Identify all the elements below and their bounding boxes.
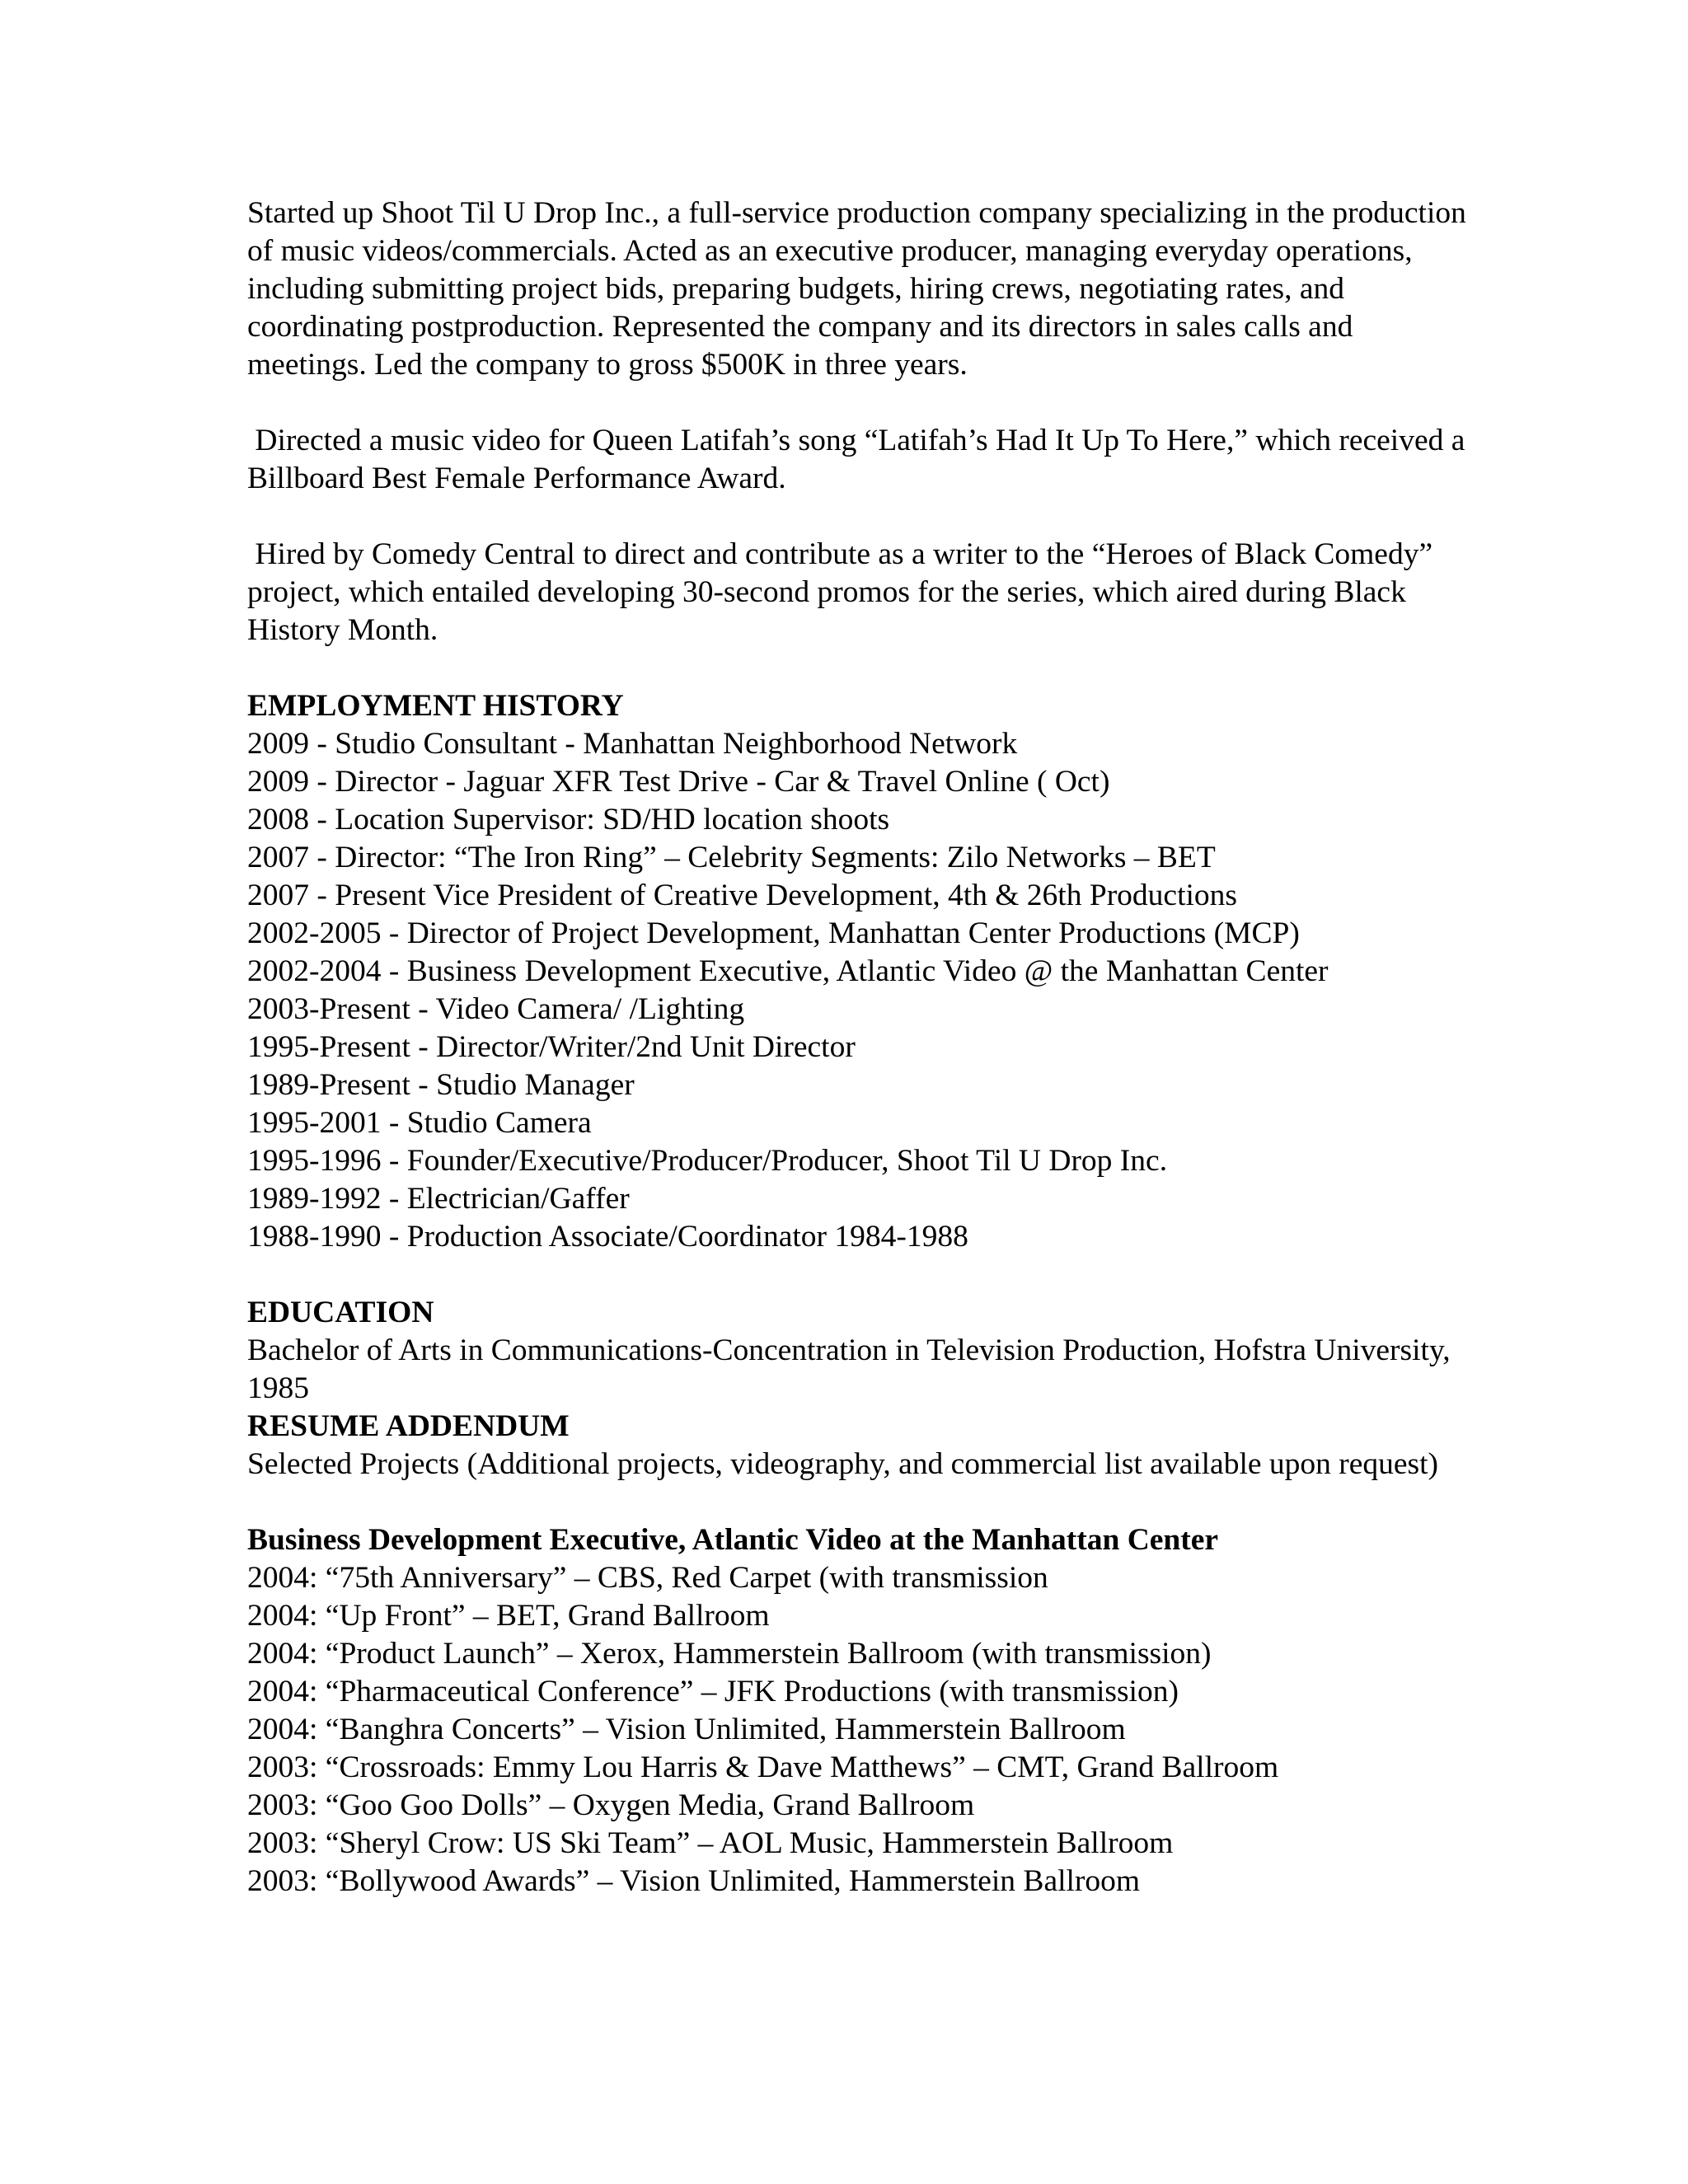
addendum-section <box>247 1408 1467 1483</box>
employment-entry: 1989-1992 - Electrician/Gaffer <box>247 1182 630 1216</box>
project-entry: 2003: “Goo Goo Dolls” – Oxygen Media, Grand Ballroom <box>247 1788 975 1822</box>
employment-entry: 1988-1990 - Production Associate/Coordinator 1984-1988 <box>247 1220 968 1254</box>
intro-paragraph: Hired by Comedy Central to direct and contribute as a writer to the “Heroes of Black Comedy” project, which entailed developing 30-second promos for the series, which aired during Black History Month. <box>247 537 1433 647</box>
education-degree: Bachelor of Arts in Communications-Concentration in Television Production, Hofstra University, 1985 <box>247 1333 1451 1405</box>
education-heading: EDUCATION <box>247 1296 434 1329</box>
employment-entry: 2009 - Director - Jaguar XFR Test Drive - Car & Travel Online ( Oct) <box>247 765 1110 799</box>
project-entry: 2004: “Banghra Concerts” – Vision Unlimited, Hammerstein Ballroom <box>247 1713 1126 1746</box>
employment-entry: 2002-2005 - Director of Project Development, Manhattan Center Productions (MCP) <box>247 916 1300 950</box>
intro-paragraph: Started up Shoot Til U Drop Inc., a full-service production company specializing in the production of music videos/commercials. Acted as an executive producer, managing everyday operations, including submitting project bids, preparing budgets, hiring crews, negotiating rates, and coordinating postproduction. Represented the company and its directors in sales calls and meetings. Led the company to gross $500K in three years. <box>247 196 1466 382</box>
education-section <box>247 1294 1467 1408</box>
employment-heading: EMPLOYMENT HISTORY <box>247 689 624 723</box>
project-entry: 2004: “75th Anniversary” – CBS, Red Carpet (with transmission <box>247 1561 1048 1595</box>
addendum-heading: RESUME ADDENDUM <box>247 1409 570 1443</box>
employment-section <box>247 687 1467 1256</box>
projects-section <box>247 1521 1467 1900</box>
employment-entry: 1995-1996 - Founder/Executive/Producer/Producer, Shoot Til U Drop Inc. <box>247 1144 1168 1178</box>
project-entry: 2003: “Bollywood Awards” – Vision Unlimited, Hammerstein Ballroom <box>247 1864 1141 1898</box>
intro-paragraph: Directed a music video for Queen Latifah’s song “Latifah’s Had It Up To Here,” which received a Billboard Best Female Performance Award. <box>247 424 1465 495</box>
employment-entry: 1989-Present - Studio Manager <box>247 1068 635 1102</box>
intro-section <box>247 194 1467 649</box>
project-entry: 2004: “Pharmaceutical Conference” – JFK Productions (with transmission) <box>247 1675 1179 1708</box>
project-entry: 2004: “Product Launch” – Xerox, Hammerstein Ballroom (with transmission) <box>247 1637 1212 1671</box>
employment-entry: 2008 - Location Supervisor: SD/HD location shoots <box>247 803 890 837</box>
employment-entry: 2002-2004 - Business Development Executive, Atlantic Video @ the Manhattan Center <box>247 954 1329 988</box>
employment-entry: 2003-Present - Video Camera/ /Lighting <box>247 992 745 1026</box>
employment-entry: 2009 - Studio Consultant - Manhattan Neighborhood Network <box>247 727 1018 761</box>
resume-page <box>247 194 1467 1900</box>
addendum-note: Selected Projects (Additional projects, videography, and commercial list available upon request) <box>247 1447 1439 1481</box>
projects-heading: Business Development Executive, Atlantic Video at the Manhattan Center <box>247 1523 1219 1557</box>
project-entry: 2004: “Up Front” – BET, Grand Ballroom <box>247 1599 770 1633</box>
employment-entry: 1995-Present - Director/Writer/2nd Unit Director <box>247 1030 856 1064</box>
employment-entry: 2007 - Director: “The Iron Ring” – Celebrity Segments: Zilo Networks – BET <box>247 841 1216 874</box>
project-entry: 2003: “Sheryl Crow: US Ski Team” – AOL Music, Hammerstein Ballroom <box>247 1826 1174 1860</box>
employment-entry: 2007 - Present Vice President of Creative Development, 4th & 26th Productions <box>247 879 1238 912</box>
employment-entry: 1995-2001 - Studio Camera <box>247 1106 592 1140</box>
project-entry: 2003: “Crossroads: Emmy Lou Harris & Dave Matthews” – CMT, Grand Ballroom <box>247 1750 1279 1784</box>
